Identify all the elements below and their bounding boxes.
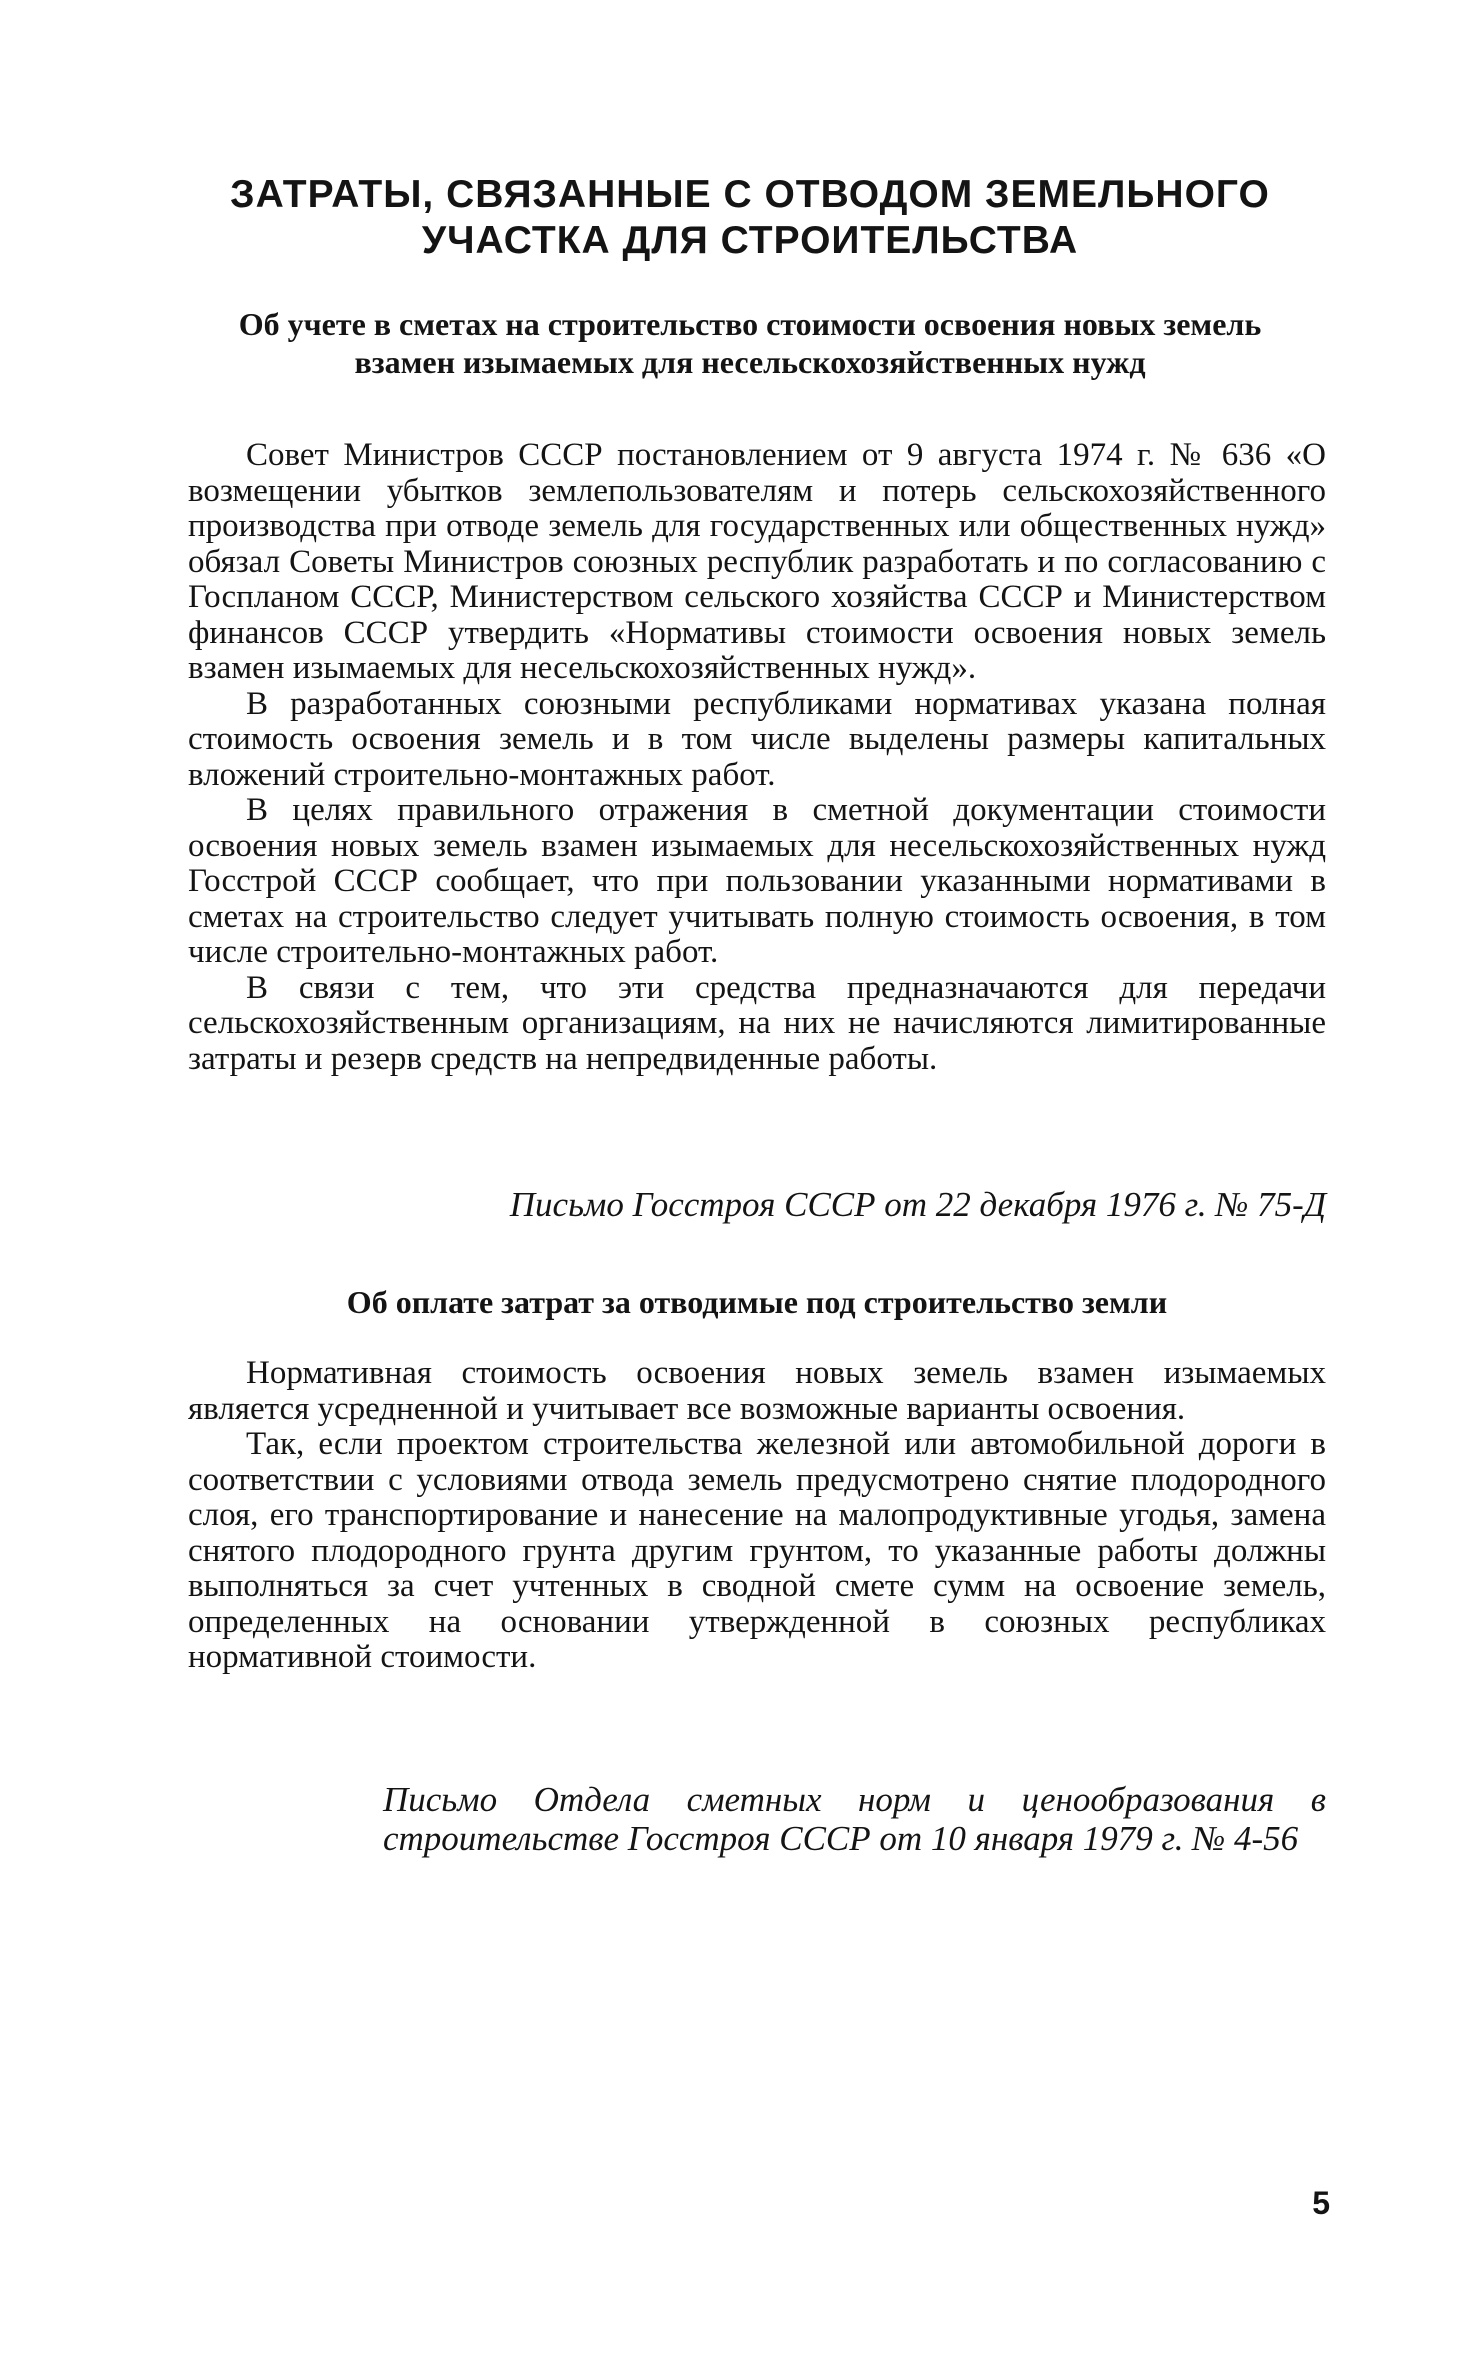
paragraph: В разработанных союзными республиками нормативах указана полная стоимость освоения земель и в том числе выделены размеры капитальных вложений строительно-монтажных работ. bbox=[188, 685, 1326, 793]
section-2-heading: Об оплате затрат за отводимые под строительство земли bbox=[346, 1284, 1168, 1320]
paragraph: В связи с тем, что эти средства предназначаются для передачи сельскохозяйственным организациям, на них не начисляются лимитированные затраты и резерв средств на непредвиденные работы. bbox=[188, 969, 1326, 1077]
section-1-body bbox=[188, 438, 1326, 1077]
section-1-signature: Письмо Госстроя СССР от 22 декабря 1976 г. № 75-Д bbox=[509, 1185, 1326, 1224]
page-number: 5 bbox=[1312, 2185, 1330, 2221]
paragraph: Совет Министров СССР постановлением от 9 августа 1974 г. № 636 «О возмещении убытков землепользователям и потерь сельскохозяйственного производства при отводе земель для государственных или общественных нужд» обязал Советы Министров союзных республик разработать и по согласованию с Госпланом СССР, Министерством сельского хозяйства СССР и Министерством финансов СССР утвердить «Нормативы стоимости освоения новых земель взамен изымаемых для несельскохозяйственных нужд». bbox=[188, 437, 1326, 686]
section-1-heading: Об учете в сметах на строительство стоимости освоения новых земель взамен изымаемых для несельскохозяйственных нужд bbox=[238, 306, 1262, 380]
paragraph: В целях правильного отражения в сметной документации стоимости освоения новых земель взамен изымаемых для несельскохозяйственных нужд Госстрой СССР сообщает, что при пользовании указанными нормативами в сметах на строительство следует учитывать полную стоимость освоения, в том числе строительно-монтажных работ. bbox=[188, 792, 1326, 970]
paragraph: Нормативная стоимость освоения новых земель взамен изымаемых является усредненной и учитывает все возможные варианты освоения. bbox=[188, 1355, 1326, 1427]
page-title: ЗАТРАТЫ, СВЯЗАННЫЕ С ОТВОДОМ ЗЕМЕЛЬНОГО УЧАСТКА ДЛЯ СТРОИТЕЛЬСТВА bbox=[230, 173, 1270, 262]
section-2-body bbox=[188, 1356, 1326, 1676]
section-2-signature: Письмо Отдела сметных норм и ценообразования в строительстве Госстроя СССР от 10 января 1979 г. № 4-56 bbox=[383, 1780, 1326, 1858]
paragraph: Так, если проектом строительства железной или автомобильной дороги в соответствии с условиями отвода земель предусмотрено снятие плодородного слоя, его транспортирование и нанесение на малопродуктивные угодья, замена снятого плодородного грунта другим грунтом, то указанные работы должны выполняться за счет учтенных в сводной смете сумм на освоение земель, определенных на основании утвержденной в союзных республиках нормативной стоимости. bbox=[188, 1426, 1326, 1675]
